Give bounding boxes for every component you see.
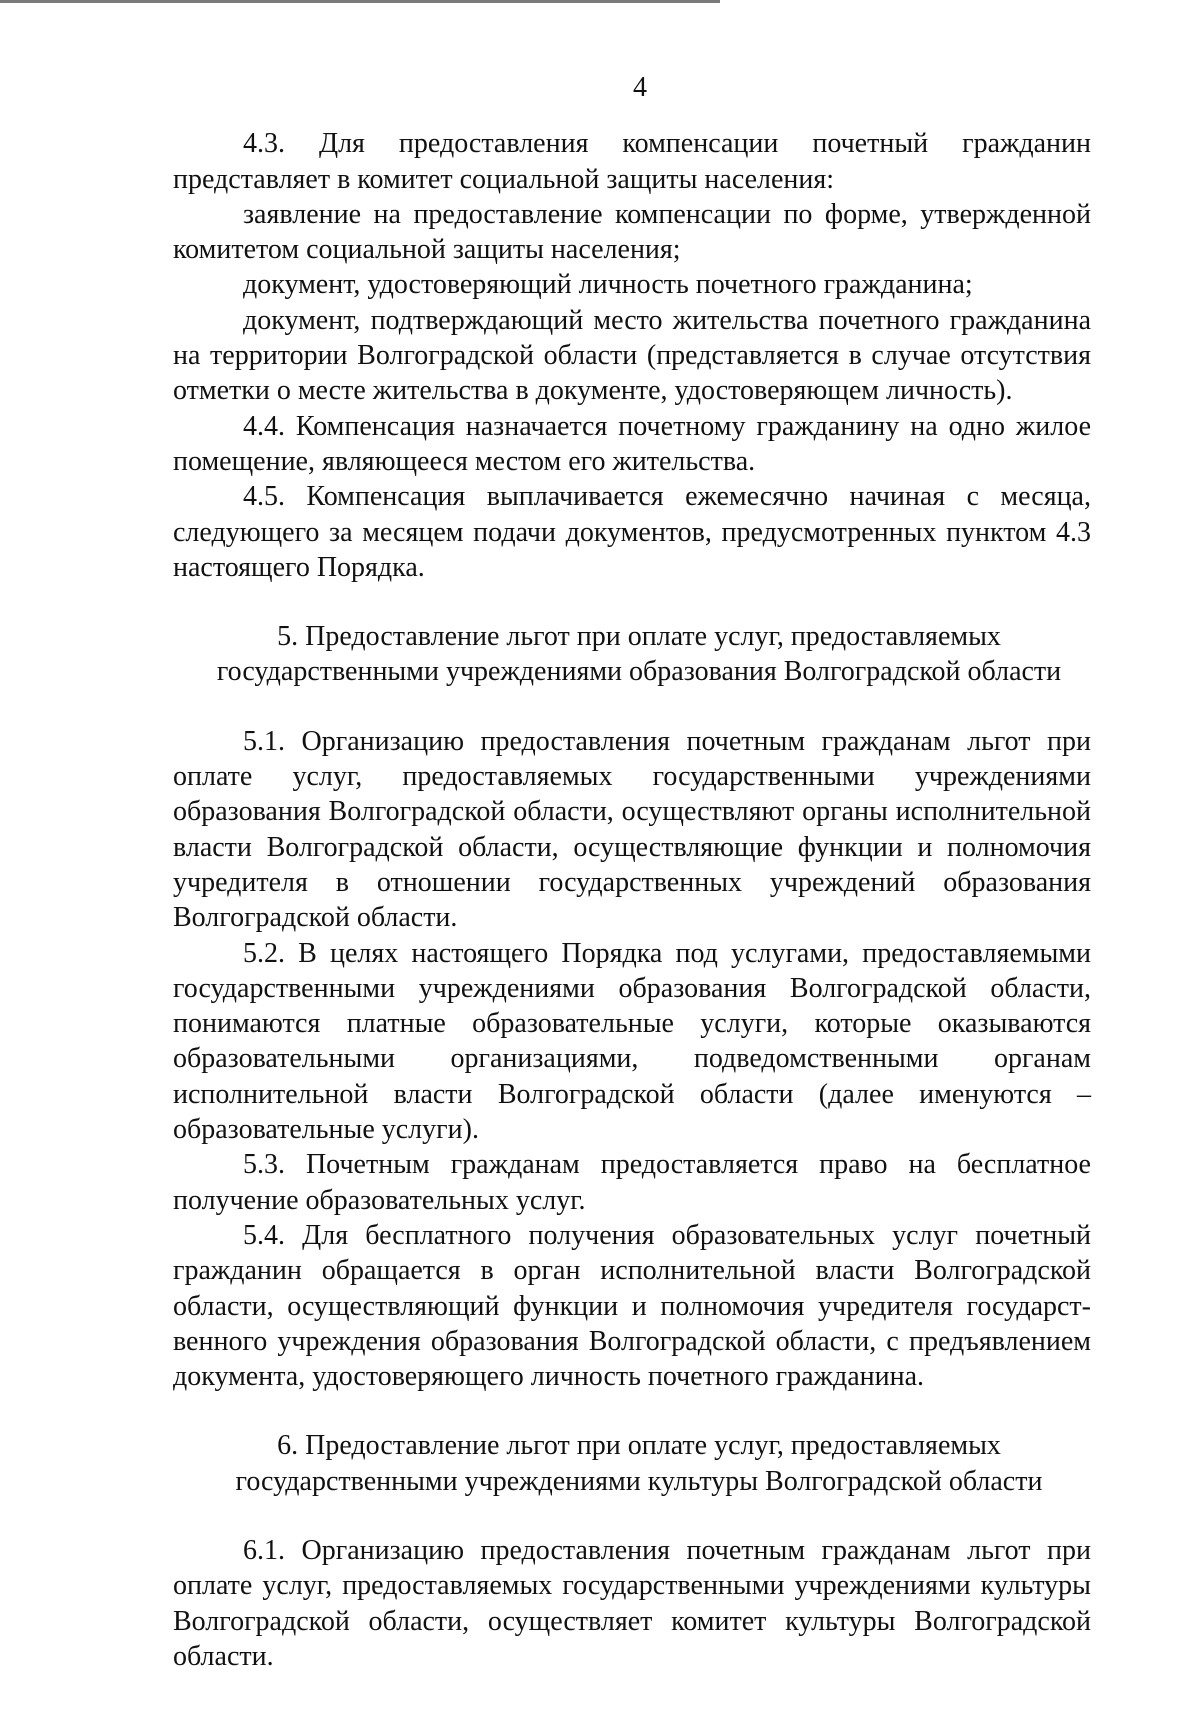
section-6-heading-line2: государственными учреждениями культуры Волгоградской области <box>235 1465 1043 1497</box>
paragraph-residence-document: документ, подтверждающий место жительства почетного гражданина на территории Волгоградской области (представляется в случае отсутствия отметки о месте жительства в документе, удостоверяющем личность). <box>173 304 1091 407</box>
paragraph-4-3: 4.3. Для предоставления компенсации почетный гражданин представляет в комитет социальной защиты населения: <box>173 128 1091 195</box>
paragraph-application: заявление на предоставление компенсации по форме, утвержденной комитетом социальной защиты населения; <box>173 198 1091 266</box>
paragraph-5-3: 5.3. Почетным гражданам предоставляется право на бесплатное получение образовательных услуг. <box>173 1149 1091 1216</box>
paragraph-4-5: 4.5. Компенсация выплачивается ежемесячно начиная с месяца, следующего за месяцем подачи документов, предусмотренных пунктом 4.3 настоящего Порядка. <box>173 481 1091 583</box>
document-page <box>173 70 1091 1674</box>
paragraph-4-4: 4.4. Компенсация назначается почетному гражданину на одно жилое помещение, являющееся местом его жительства. <box>173 410 1091 477</box>
paragraph-5-4: 5.4. Для бесплатного получения образовательных услуг почетный гражданин обращается в орган исполнительной власти Волгоградской области, осуществляющий функции и полномочия учредителя государственного учреждения образования Волгоградской области, с предъявлением документа, удостоверяющего личность почетного гражданина. <box>173 1219 1091 1393</box>
paragraph-6-1: 6.1. Организацию предоставления почетным гражданам льгот при оплате услуг, предоставляемых государственными учреждениями культуры Волгоградской области, осуществляет комитет культуры Волгоградской области. <box>173 1534 1091 1672</box>
section-5-heading-line2: государственными учреждениями образования Волгоградской области <box>216 656 1062 688</box>
page-number: 4 <box>633 72 647 103</box>
paragraph-5-1: 5.1. Организацию предоставления почетным гражданам льгот при оплате услуг, предоставляемых государственными учреждениями образования Волгоградской области, осуществляют органы исполнительной власти Волгоградской области, осуществляющие функции и полномочия учредителя в отношении государственных учреждений образования Волгоградской области. <box>173 725 1091 934</box>
paragraph-5-2: 5.2. В целях настоящего Порядка под услугами, предоставляемыми государственными учреждениями образования Волгоградской области, понимаются платные образовательные услуги, которые оказываются образовательными организациями, подведомственными органам исполнительной власти Волгоградской области (далее именуются – образовательные услуги). <box>173 937 1091 1146</box>
scan-top-edge <box>0 0 720 3</box>
paragraph-identity-document: документ, удостоверяющий личность почетного гражданина; <box>243 269 973 301</box>
section-6-heading <box>173 1428 1091 1499</box>
section-6-heading-line1: 6. Предоставление льгот при оплате услуг, предоставляемых <box>277 1430 1001 1462</box>
section-5-heading <box>173 619 1091 690</box>
section-5-heading-line1: 5. Предоставление льгот при оплате услуг, предоставляемых <box>277 621 1001 653</box>
